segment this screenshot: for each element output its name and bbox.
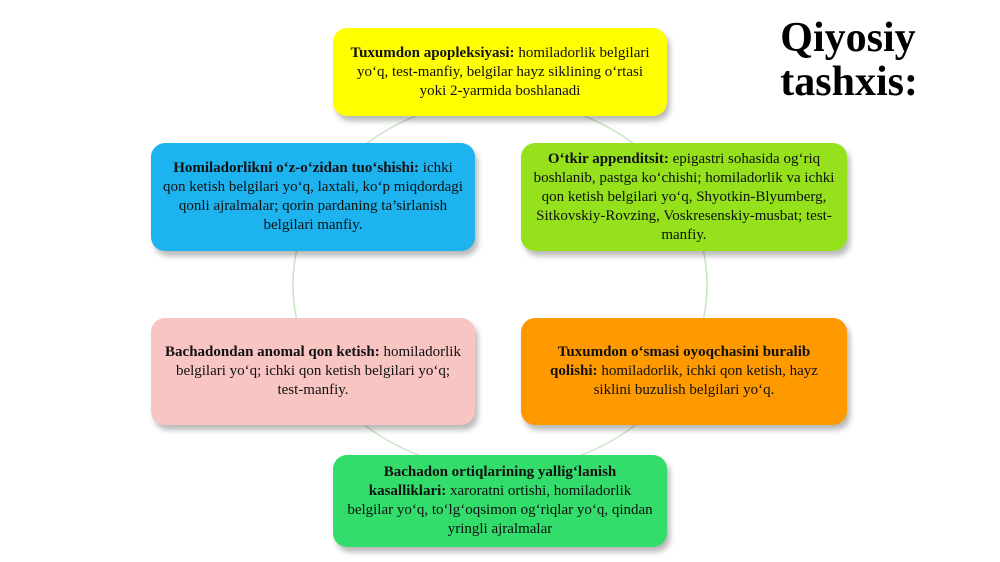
box-spontaneous-abortion (151, 143, 475, 251)
title-line-1: Qiyosiy (780, 15, 916, 61)
box-adnexitis (333, 455, 667, 547)
box-text: ichki qon ketish belgilari yo‘q, laxtali, ko‘p miqdordagi qonli ajralmalar; qorin pardaning ta’sirlanish belgilari manfiy. (163, 160, 463, 233)
box-ovarian-apoplexy (333, 28, 667, 116)
box-text: xaroratni ortishi, homiladorlik belgilar yo‘q, to‘lg‘oqsimon og‘riqlar yo‘q, qindan yringli ajralmalar (347, 483, 653, 537)
box-abnormal-uterine-bleeding (151, 318, 475, 425)
page-title (780, 16, 918, 104)
box-heading: Tuxumdon apopleksiyasi: (350, 44, 515, 61)
box-heading: Homiladorlikni o‘z-o‘zidan tuo‘shishi: (173, 160, 420, 176)
box-heading: Tuxumdon o‘smasi oyoqchasini buralib qolishi: (550, 344, 811, 379)
box-heading: Bachadon ortiqlarining yallig‘lanish kasalliklari: (368, 464, 617, 499)
box-acute-appendicitis (521, 143, 847, 251)
box-text: homiladorlik belgilari yo‘q, test-manfiy, belgilar hayz siklining o‘rtasi yoki 2-yarmida boshlanadi (356, 44, 650, 99)
box-text: epigastri sohasida og‘riq boshlanib, pastga ko‘chishi; homiladorlik va ichki qon ketish belgilari yo‘q, Shyotkin-Blyumberg, Sitkovskiy-Rovzing, Voskresenskiy-musbat; test-manfiy. (533, 150, 835, 243)
box-text: homiladorlik, ichki qon ketish, hayz siklini buzulish belgilari yo‘q. (593, 363, 818, 398)
title-line-2: tashxis: (780, 59, 918, 105)
box-heading: Bachadondan anomal qon ketish: (165, 344, 380, 360)
box-heading: O‘tkir appenditsit: (547, 150, 669, 167)
box-text: homiladorlik belgilari yo‘q; ichki qon ketish belgilari yo‘q; test-manfiy. (175, 344, 461, 398)
box-ovarian-torsion (521, 318, 847, 425)
